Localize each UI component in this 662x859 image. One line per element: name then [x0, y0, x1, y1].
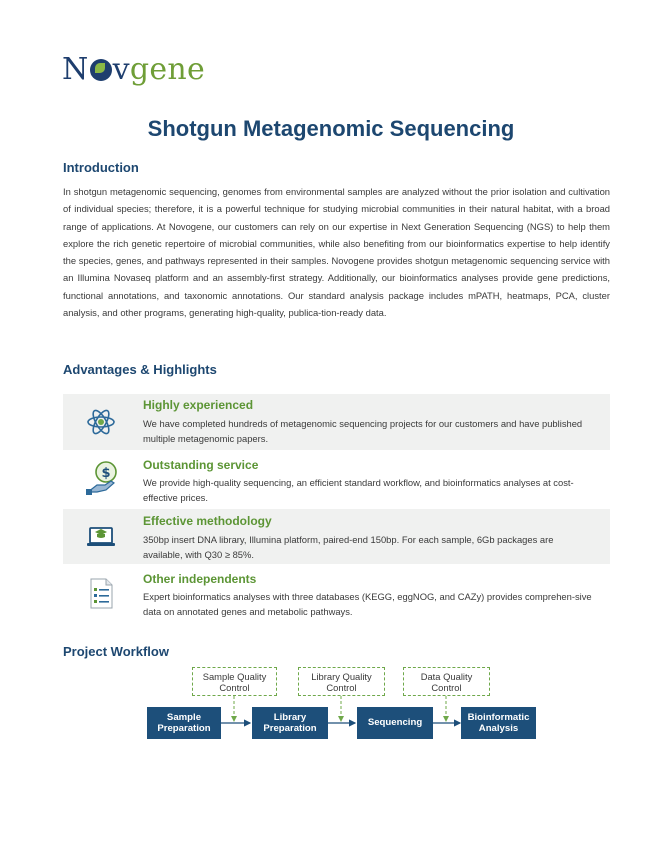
- atom-icon: [85, 406, 117, 438]
- workflow-heading: Project Workflow: [63, 644, 169, 659]
- qc-box-library: Library Quality Control: [298, 667, 385, 696]
- advantage-text: We have completed hundreds of metagenomic sequencing projects for our customers and have published multiple metagenomic papers.: [143, 418, 583, 444]
- svg-text:$: $: [101, 466, 111, 481]
- qc-box-data: Data Quality Control: [403, 667, 490, 696]
- advantage-title: Effective methodology: [143, 514, 272, 528]
- advantage-text: We provide high-quality sequencing, an efficient standard workflow, and bioinformatics analyses at cost-effective prices.: [143, 477, 574, 503]
- introduction-body: In shotgun metagenomic sequencing, genomes from environmental samples are analyzed without the prior isolation and cultivation of individual species; therefore, it is a powerful technique for studying microbial communities in their natural habitat, with a broad range of applications. At Novogene, our customers can rely on our expertise in Next Generation Sequencing (NGS) to help them explore the rich genetic repertoire of microbial communities, while also benefiting from our bioinformatics expertise to help identify the species, genes, and pathways represented in their samples. Novogene provides shotgun metagenomic sequencing service with an Illumina Novaseq platform and an assembly-first strategy. Additionally, our bioinformatics analyses provide gene predictions, functional annotations, and taxonomic annotations. Our standard analysis package includes mPATH, heatmaps, PCA, cluster analysis, and other programs, generating high-quality, publica-tion-ready data.: [63, 186, 610, 319]
- logo-text-v: v: [112, 52, 130, 87]
- advantage-title: Highly experienced: [143, 398, 254, 412]
- checklist-icon: [85, 577, 117, 609]
- advantage-text: Expert bioinformatics analyses with three databases (KEGG, eggNOG, and CAZy) provides comprehen-sive data on annotated genes and metabolic pathways.: [143, 591, 592, 617]
- advantage-item: [63, 567, 610, 622]
- laptop-graduation-icon: [85, 519, 117, 551]
- page-title: Shotgun Metagenomic Sequencing: [147, 116, 515, 141]
- step-sequencing: Sequencing: [357, 707, 433, 739]
- step-library-preparation: Library Preparation: [252, 707, 328, 739]
- advantage-item: [63, 509, 610, 564]
- advantages-heading: Advantages & Highlights: [63, 362, 217, 377]
- advantage-title: Outstanding service: [143, 458, 259, 472]
- qc-box-sample: Sample Quality Control: [192, 667, 277, 696]
- advantage-item: [63, 453, 610, 507]
- advantage-item: [63, 394, 610, 450]
- logo-globe-icon: [90, 59, 112, 81]
- advantage-title: Other independents: [143, 572, 257, 586]
- novogene-logo: [62, 50, 205, 90]
- introduction-heading: Introduction: [63, 160, 139, 175]
- step-bioinformatic-analysis: Bioinformatic Analysis: [461, 707, 536, 739]
- money-hand-icon: [85, 459, 121, 497]
- logo-text-n: N: [62, 52, 89, 87]
- logo-text-gene: gene: [129, 52, 206, 87]
- step-sample-preparation: Sample Preparation: [147, 707, 221, 739]
- advantage-text: 350bp insert DNA library, Illumina platform, paired-end 150bp. For each sample, 6Gb packages are available, with Q30 ≥ 85%.: [143, 534, 554, 560]
